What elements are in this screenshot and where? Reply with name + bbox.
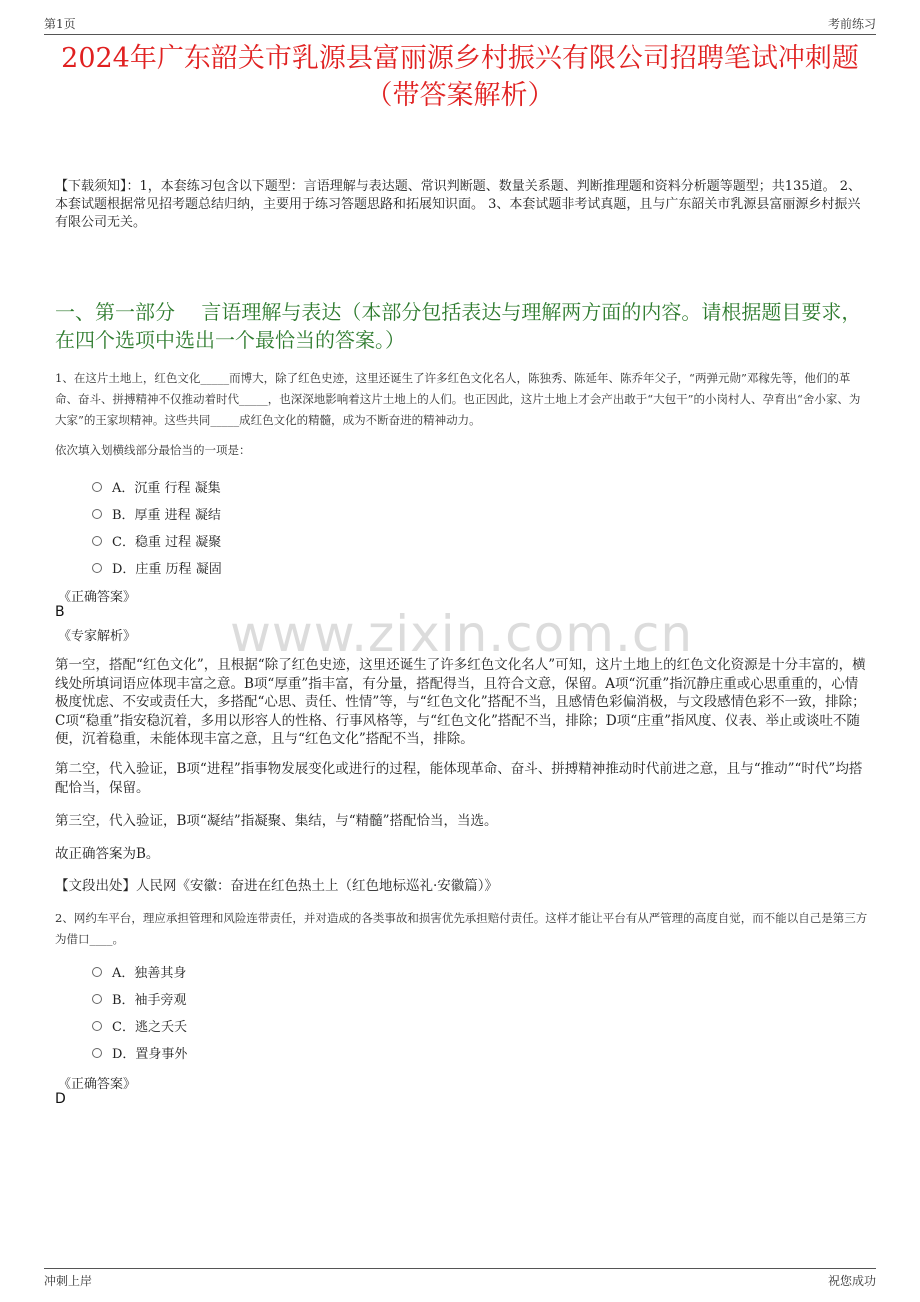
question-1-prompt: 依次填入划横线部分最恰当的一项是： [55,443,251,457]
answer-label: 《正确答案》 [58,1077,137,1092]
answer-value: B [55,604,65,620]
question-2-text: 2、网约车平台，理应承担管理和风险连带责任，并对造成的各类事故和损害优先承担赔付责任。这样才能让平台有从严管理的高度自觉，而不能以自己是第三方为借口____。 [55,911,868,946]
analysis-paragraph: 故正确答案为B。 [55,846,160,862]
analysis-paragraph: 第一空，搭配“红色文化”，且根据“除了红色史迹，这里还诞生了许多红色文化名人”可知，这片土地上的红色文化资源是十分丰富的，横线处所填词语应体现丰富之意。B项“厚重”指丰富，有分量，搭配得当，且符合文意，保留。A项“沉重”指沉静庄重或心思重重的，心情极度忧虑、不安或责任大，多搭配“心思、责任、性情”等，与“红色文化”搭配不当，且感情色彩偏消极，与文段感情色彩不一致，排除；C项“稳重”指安稳沉着，多用以形容人的性格、行事风格等，与“红色文化”搭配不当，排除；D项“庄重”指风度、仪表、举止或谈吐不随便，沉着稳重，未能体现丰富之意，且与“红色文化”搭配不当，排除。 [55,657,866,747]
footer-left: 冲刺上岸 [44,1274,93,1288]
header-tag: 考前练习 [827,17,876,31]
answer-value: D [55,1091,66,1107]
option-c[interactable]: C．稳重 过程 凝聚 [92,527,222,554]
download-notice: 【下载须知】：1，本套练习包含以下题型：言语理解与表达题、常识判断题、数量关系题、判断推理题和资料分析题等题型；共135道。 2、本套试题根据常见招考题总结归纳，主要用于练习答题思路和拓展知识面。 3、本套试题非考试真题，且与广东韶关市乳源县富丽源乡村振兴有限公司无关。 [55,179,861,230]
option-a[interactable]: A．独善其身 [92,958,187,985]
page-header [44,10,876,35]
radio-icon[interactable] [92,1048,102,1058]
option-a[interactable]: A．沉重 行程 凝集 [92,473,222,500]
radio-icon[interactable] [92,994,102,1004]
question-1-text: 1、在这片土地上，红色文化_____而博大，除了红色史迹，这里还诞生了许多红色文化名人，陈独秀、陈延年、陈乔年父子，“两弹元勋”邓稼先等，他们的革命、奋斗、拼搏精神不仅推动着时代_____，也深深地影响着这片土地上的人们。也正因此，这片土地上才会产出敢于“大包干”的小岗村人、孕育出“舍小家、为大家”的王家坝精神。这些共同_____成红色文化的精髓，成为不断奋进的精神动力。 [55,371,861,427]
radio-icon[interactable] [92,563,102,573]
radio-icon[interactable] [92,967,102,977]
watermark: www.zixin.com.cn [230,605,694,663]
footer-right: 祝您成功 [827,1274,876,1288]
source-citation: 【文段出处】人民网《安徽：奋进在红色热土上（红色地标巡礼·安徽篇）》 [55,878,499,894]
question-2-options [92,958,187,1066]
option-c[interactable]: C．逃之夭夭 [92,1012,187,1039]
analysis-paragraph: 第三空，代入验证，B项“凝结”指凝聚、集结，与“精髓”搭配恰当，当选。 [55,813,498,829]
analysis-paragraph: 第二空，代入验证，B项“进程”指事物发展变化或进行的过程，能体现革命、奋斗、拼搏精神推动时代前进之意，且与“推动”“时代”均搭配恰当，保留。 [55,761,863,796]
document-title: 2024年广东韶关市乳源县富丽源乡村振兴有限公司招聘笔试冲刺题（带答案解析） [61,43,859,111]
analysis-label: 《专家解析》 [58,629,137,644]
option-b[interactable]: B．袖手旁观 [92,985,187,1012]
option-b[interactable]: B．厚重 进程 凝结 [92,500,222,527]
radio-icon[interactable] [92,509,102,519]
section-heading: 一、第一部分 言语理解与表达（本部分包括表达与理解两方面的内容。请根据题目要求，在四个选项中选出一个最恰当的答案。） [55,300,862,352]
radio-icon[interactable] [92,1021,102,1031]
radio-icon[interactable] [92,482,102,492]
option-d[interactable]: D．庄重 历程 凝固 [92,554,222,581]
option-d[interactable]: D．置身事外 [92,1039,187,1066]
page-number: 第1页 [44,17,76,31]
radio-icon[interactable] [92,536,102,546]
page-footer [44,1268,876,1294]
question-1-options [92,473,222,581]
answer-label: 《正确答案》 [58,590,137,605]
